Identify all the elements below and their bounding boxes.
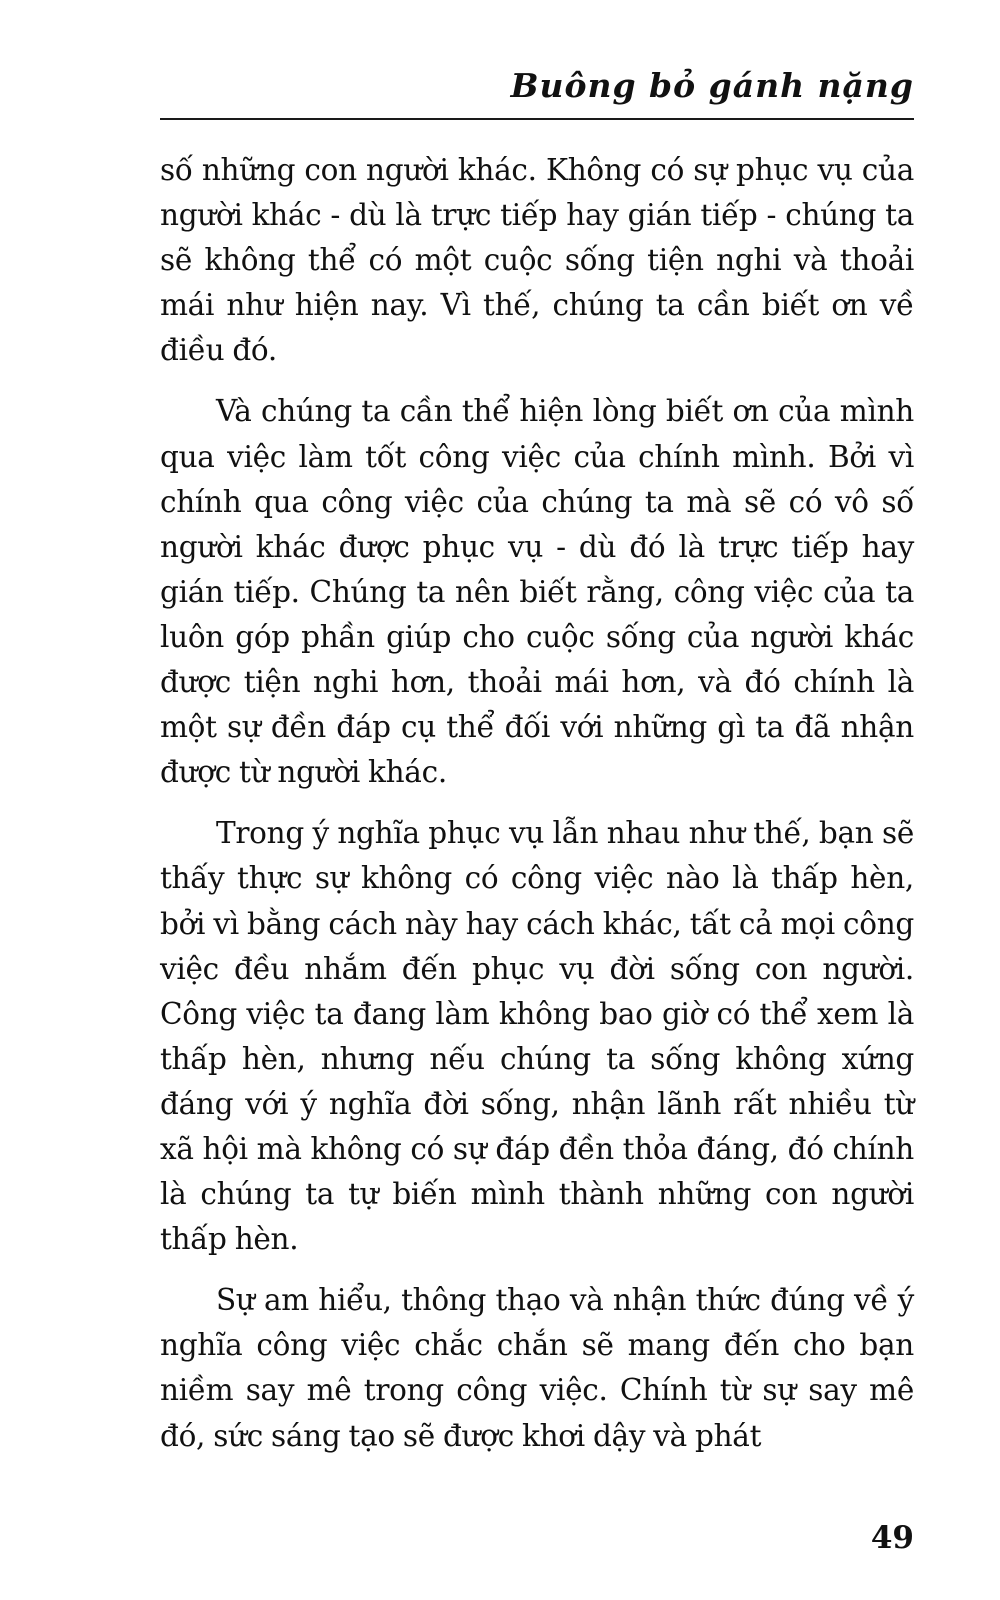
body-text — [160, 148, 914, 1475]
paragraph: Sự am hiểu, thông thạo và nhận thức đúng về ý nghĩa công việc chắc chắn sẽ mang đến cho bạn niềm say mê trong công việc. Chính từ sự say mê đó, sức sáng tạo sẽ được khơi dậy và phát — [160, 1283, 914, 1453]
paragraph: Trong ý nghĩa phục vụ lẫn nhau như thế, bạn sẽ thấy thực sự không có công việc nào là thấp hèn, bởi vì bằng cách này hay cách khác, tất cả mọi công việc đều nhắm đến phục vụ đời sống con người. Công việc ta đang làm không bao giờ có thể xem là thấp hèn, nhưng nếu chúng ta sống không xứng đáng với ý nghĩa đời sống, nhận lãnh rất nhiều từ xã hội mà không có sự đáp đền thỏa đáng, đó chính là chúng ta tự biến mình thành những con người thấp hèn. — [160, 816, 914, 1257]
running-title: Buông bỏ gánh nặng — [510, 66, 914, 105]
page-number: 49 — [870, 1520, 914, 1556]
paragraph: Và chúng ta cần thể hiện lòng biết ơn của mình qua việc làm tốt công việc của chính mình. Bởi vì chính qua công việc của chúng ta mà sẽ có vô số người khác được phục vụ - dù đó là trực tiếp hay gián tiếp. Chúng ta nên biết rằng, công việc của ta luôn góp phần giúp cho cuộc sống của người khác được tiện nghi hơn, thoải mái hơn, và đó chính là một sự đền đáp cụ thể đối với những gì ta đã nhận được từ người khác. — [160, 394, 914, 790]
page-header — [160, 56, 914, 120]
paragraph-continuation: số những con người khác. Không có sự phục vụ của người khác - dù là trực tiếp hay gián tiếp - chúng ta sẽ không thể có một cuộc sống tiện nghi và thoải mái như hiện nay. Vì thế, chúng ta cần biết ơn về điều đó. — [160, 153, 914, 368]
